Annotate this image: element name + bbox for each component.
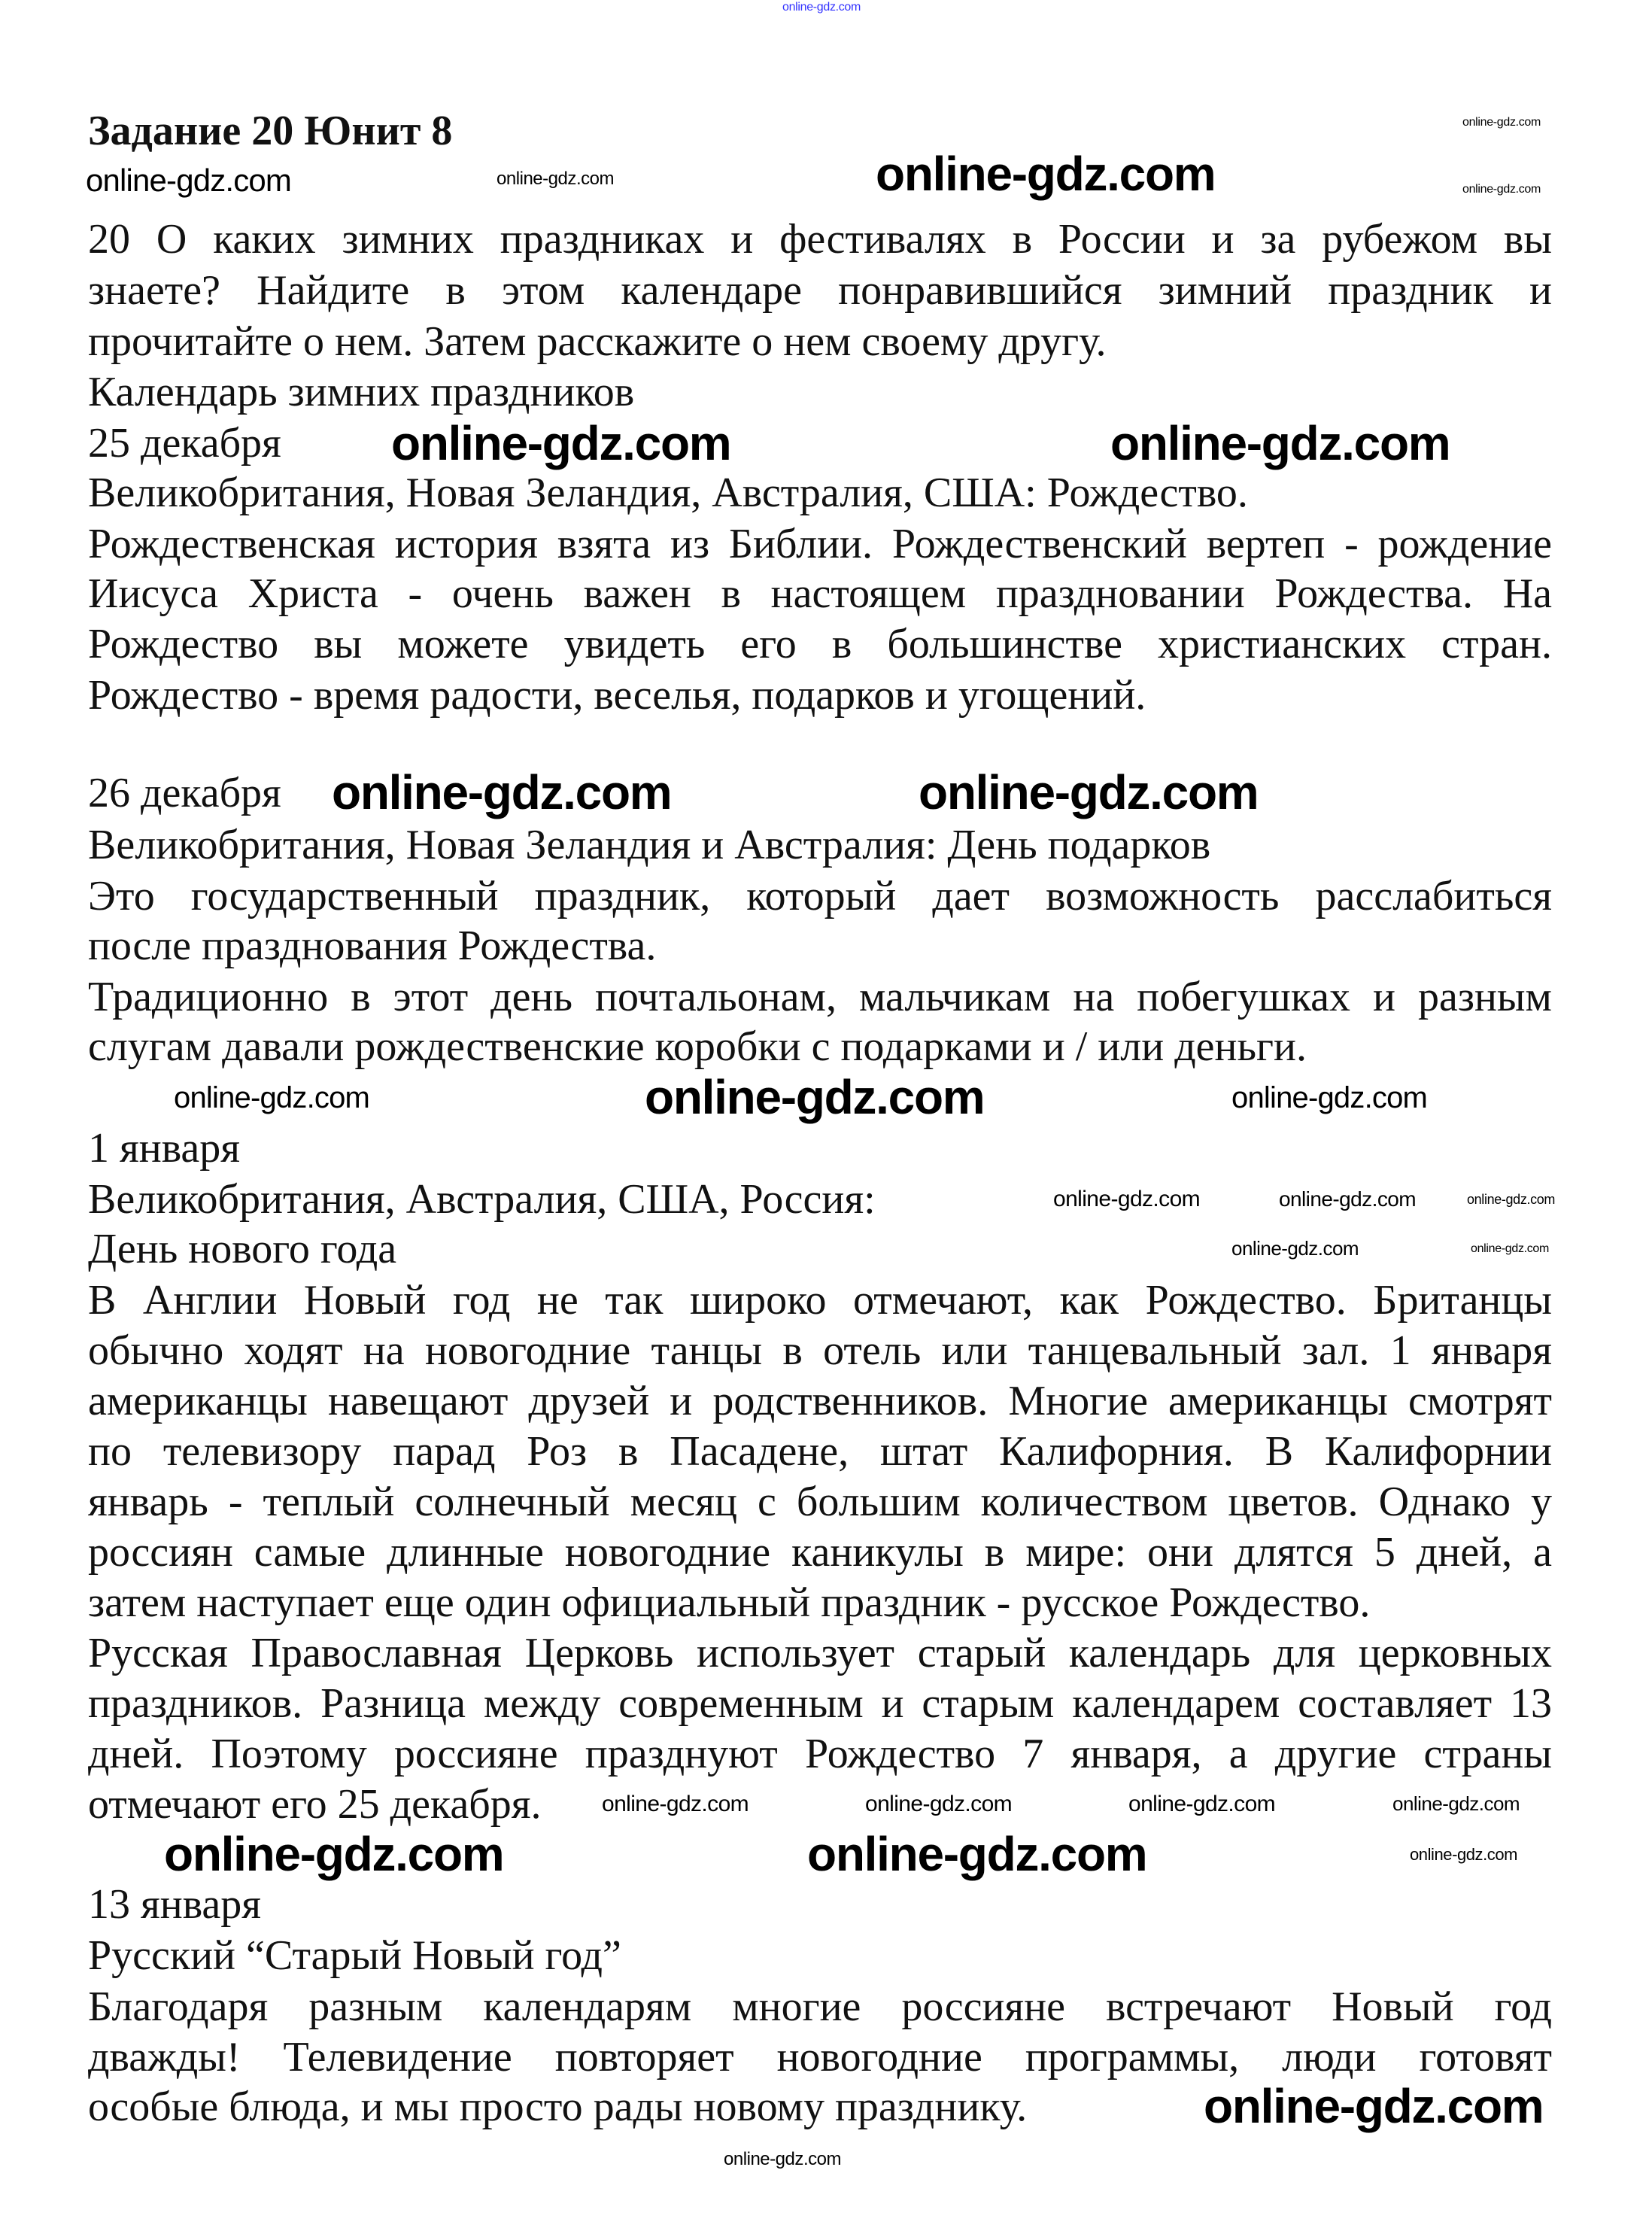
watermark: online-gdz.com bbox=[1231, 1237, 1359, 1260]
entry-date: 1 января bbox=[88, 1125, 241, 1172]
watermark: online-gdz.com bbox=[1462, 116, 1541, 129]
watermark: online-gdz.com bbox=[1128, 1792, 1276, 1816]
entry-date: 25 декабря bbox=[88, 420, 281, 467]
watermark: online-gdz.com bbox=[1410, 1845, 1518, 1864]
watermark: online-gdz.com bbox=[391, 416, 731, 470]
entry-text: американцы навещают друзей и родственников. Многие американцы смотрят bbox=[88, 1378, 1552, 1424]
watermark: online-gdz.com bbox=[645, 1070, 985, 1124]
watermark: online-gdz.com bbox=[1392, 1792, 1520, 1815]
entry-text: дней. Поэтому россияне празднуют Рождество 7 января, а другие страны bbox=[88, 1731, 1552, 1777]
entry-countries: Великобритания, Новая Зеландия, Австралия, США: Рождество. bbox=[88, 470, 1248, 516]
entry-text: слугам давали рождественские коробки с подарками и / или деньги. bbox=[88, 1023, 1307, 1070]
watermark: online-gdz.com bbox=[332, 765, 672, 819]
intro-line: знаете? Найдите в этом календаре понравившийся зимний праздник и bbox=[88, 267, 1552, 314]
entry-text: Рождество вы можете увидеть его в большинстве христианских стран. bbox=[88, 621, 1552, 667]
watermark: online-gdz.com bbox=[497, 169, 615, 189]
entry-text: Рождественская история взята из Библии. Рождественский вертеп - рождение bbox=[88, 521, 1552, 567]
page-title: Задание 20 Юнит 8 bbox=[88, 108, 453, 154]
entry-date: 13 января bbox=[88, 1881, 262, 1928]
watermark: online-gdz.com bbox=[164, 1827, 504, 1881]
entry-text: Традиционно в этот день почтальонам, мальчикам на побегушках и разным bbox=[88, 974, 1552, 1020]
watermark: online-gdz.com bbox=[1110, 416, 1450, 470]
entry-countries: Великобритания, Новая Зеландия и Австралия: День подарков bbox=[88, 822, 1211, 868]
watermark: online-gdz.com bbox=[174, 1081, 370, 1114]
watermark: online-gdz.com bbox=[919, 765, 1259, 819]
entry-text: январь - теплый солнечный месяц с большим количеством цветов. Однако у bbox=[88, 1479, 1552, 1525]
watermark: online-gdz.com bbox=[1467, 1192, 1556, 1207]
watermark: online-gdz.com bbox=[86, 163, 292, 198]
entry-text: отмечают его 25 декабря. bbox=[88, 1781, 542, 1828]
entry-text: после празднования Рождества. bbox=[88, 922, 657, 969]
entry-countries: День нового года bbox=[88, 1226, 397, 1272]
entry-countries: Великобритания, Австралия, США, Россия: bbox=[88, 1176, 876, 1223]
watermark: online-gdz.com bbox=[602, 1792, 749, 1816]
calendar-title: Календарь зимних праздников bbox=[88, 369, 635, 415]
entry-text: особые блюда, и мы просто рады новому празднику. bbox=[88, 2084, 1028, 2130]
entry-text: Русская Православная Церковь использует старый календарь для церковных bbox=[88, 1630, 1552, 1676]
watermark: online-gdz.com bbox=[1471, 1242, 1550, 1255]
entry-text: Иисуса Христа - очень важен в настоящем праздновании Рождества. На bbox=[88, 570, 1552, 617]
entry-text: Благодаря разным календарям многие россияне встречают Новый год bbox=[88, 1983, 1552, 2030]
intro-line: 20 О каких зимних праздниках и фестивалях в России и за рубежом вы bbox=[88, 216, 1552, 263]
entry-text: праздников. Разница между современным и старым календарем составляет 13 bbox=[88, 1680, 1552, 1727]
watermark: online-gdz.com bbox=[1053, 1187, 1201, 1211]
entry-text: по телевизору парад Роз в Пасадене, штат Калифорния. В Калифорнии bbox=[88, 1428, 1552, 1475]
entry-text: обычно ходят на новогодние танцы в отель или танцевальный зал. 1 января bbox=[88, 1327, 1552, 1374]
watermark: online-gdz.com bbox=[1231, 1081, 1428, 1114]
entry-date: 26 декабря bbox=[88, 770, 281, 816]
entry-text: Рождество - время радости, веселья, подарков и угощений. bbox=[88, 672, 1146, 719]
watermark: online-gdz.com bbox=[1279, 1187, 1417, 1211]
watermark: online-gdz.com bbox=[807, 1827, 1147, 1881]
entry-text: В Англии Новый год не так широко отмечают, как Рождество. Британцы bbox=[88, 1277, 1552, 1324]
watermark: online-gdz.com bbox=[724, 2149, 842, 2169]
watermark: online-gdz.com bbox=[782, 1, 861, 14]
entry-text: дважды! Телевидение повторяет новогодние программы, люди готовят bbox=[88, 2034, 1552, 2081]
entry-text: россиян самые длинные новогодние каникулы в мире: они длятся 5 дней, а bbox=[88, 1529, 1552, 1576]
intro-line: прочитайте о нем. Затем расскажите о нем своему другу. bbox=[88, 318, 1107, 365]
watermark: online-gdz.com bbox=[1204, 2079, 1544, 2133]
watermark: online-gdz.com bbox=[876, 147, 1216, 201]
entry-text: затем наступает еще один официальный праздник - русское Рождество. bbox=[88, 1579, 1371, 1626]
entry-text: Это государственный праздник, который дает возможность расслабиться bbox=[88, 873, 1552, 919]
watermark: online-gdz.com bbox=[865, 1792, 1013, 1816]
entry-countries: Русский “Старый Новый год” bbox=[88, 1932, 621, 1979]
watermark: online-gdz.com bbox=[1462, 183, 1541, 196]
